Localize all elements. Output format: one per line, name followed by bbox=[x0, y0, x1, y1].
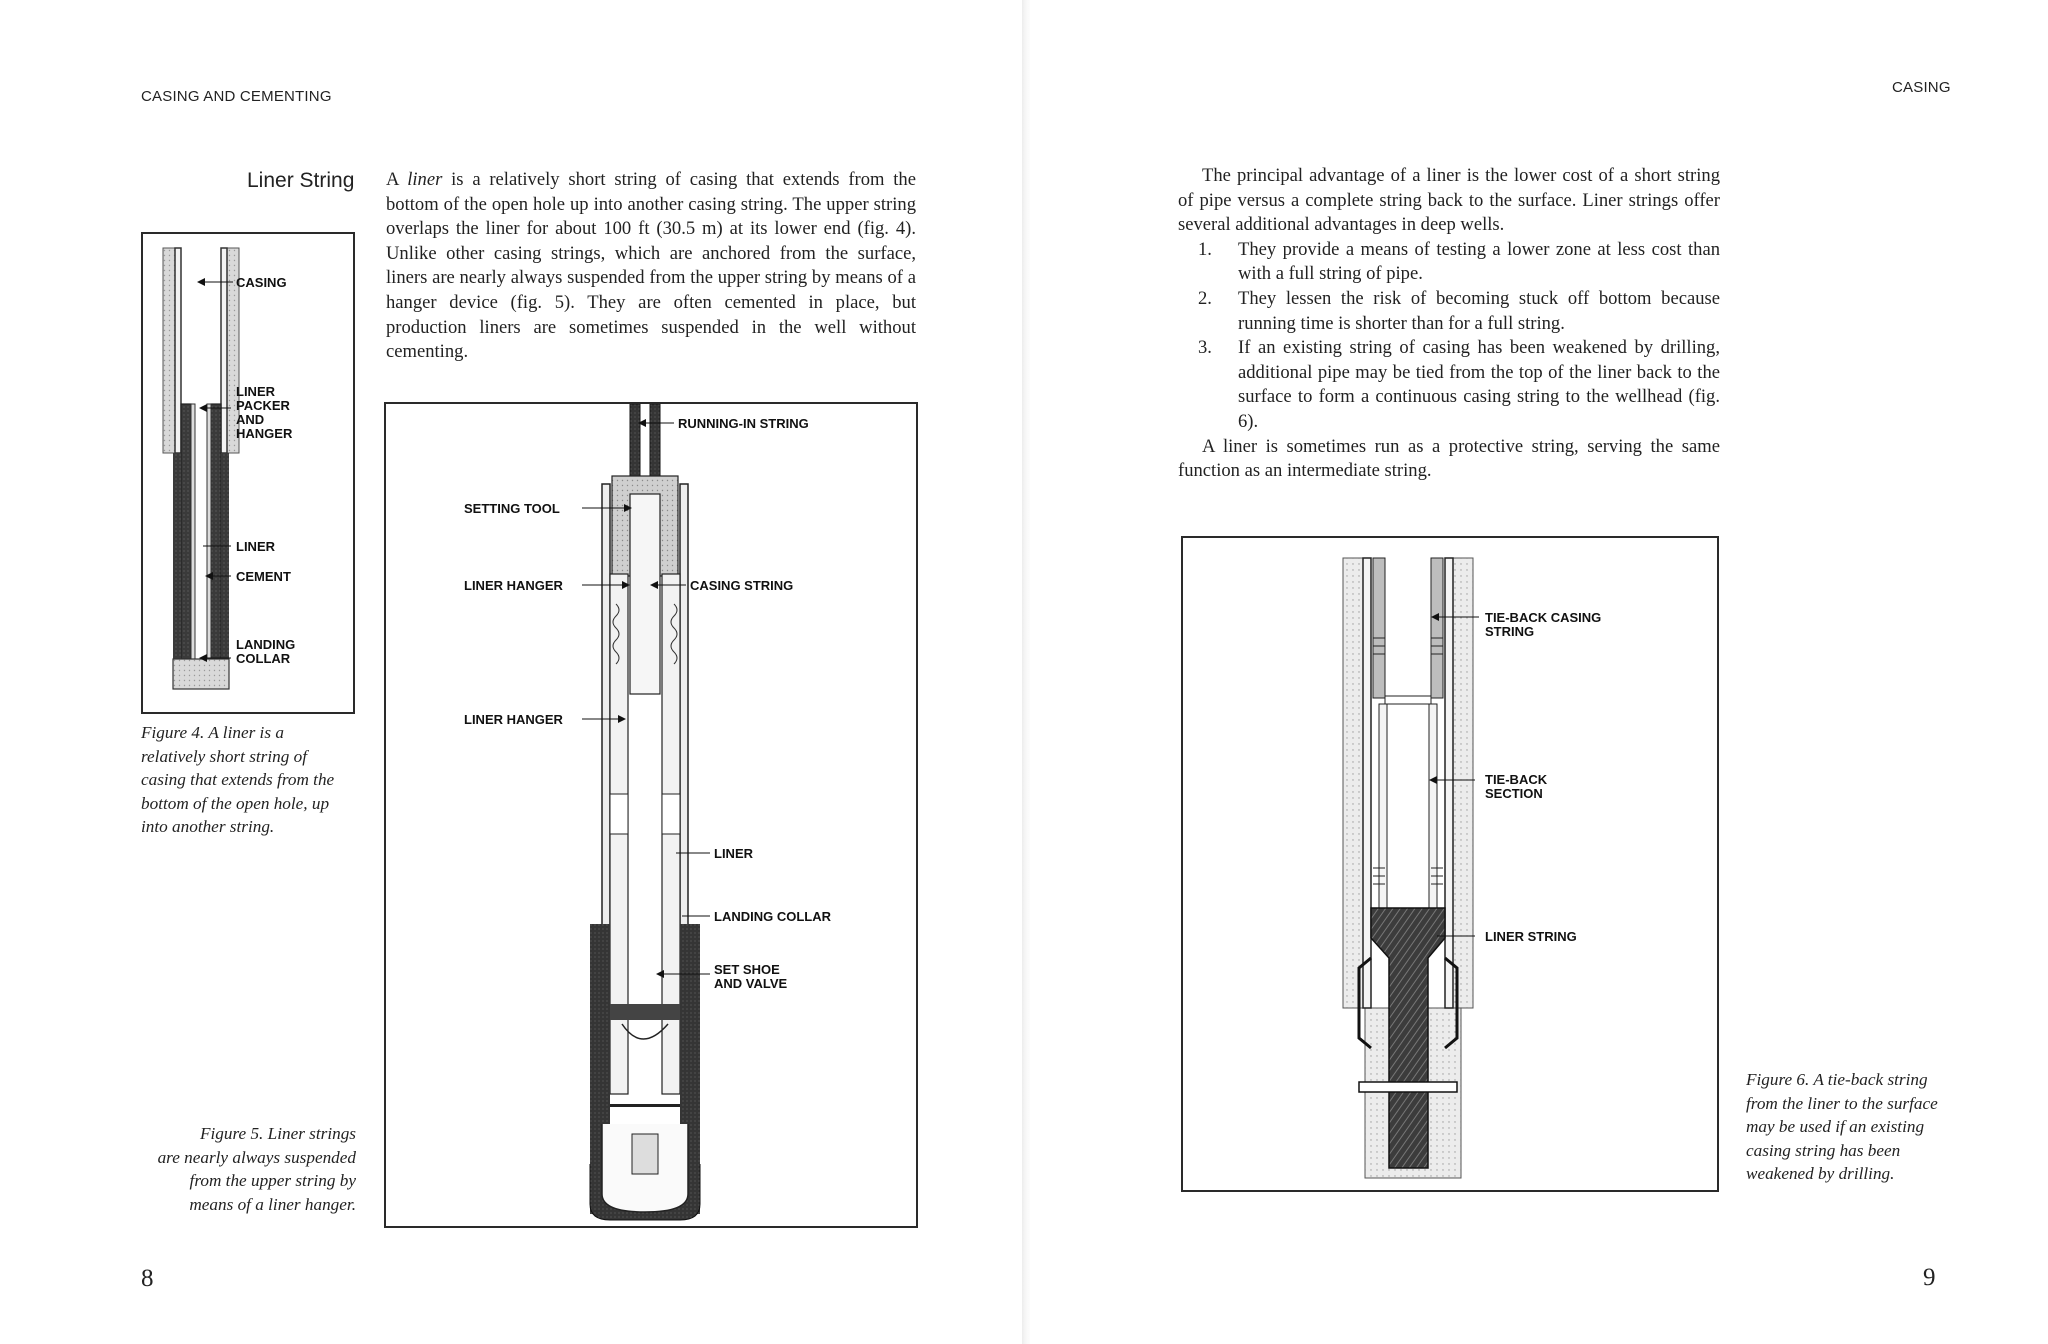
figure-6-caption-line: casing string has been bbox=[1746, 1140, 1901, 1160]
label-setting-tool: SETTING TOOL bbox=[464, 501, 560, 516]
label-liner-packer-3: AND bbox=[236, 412, 265, 427]
list-item bbox=[1178, 238, 1720, 287]
figure-4-caption-line: casing that extends from the bbox=[141, 770, 335, 789]
list-text: They provide a means of testing a lower zone at less cost than with a full string of pipe. bbox=[1238, 238, 1720, 285]
label-tie-back-casing-2: STRING bbox=[1485, 624, 1535, 639]
label-running-in-string: RUNNING-IN STRING bbox=[678, 416, 809, 431]
figure-6-caption bbox=[1746, 1068, 1986, 1186]
intro-paragraph: The principal advantage of a liner is the lower cost of a short string of pipe versus a complete string back to the surface. Liner strings offer several additional advantages in deep wells. bbox=[1178, 165, 1720, 236]
figure-4-caption-line: bottom of the open hole, up bbox=[141, 793, 330, 813]
figure-5-caption-line: Figure 5. Liner strings bbox=[200, 1124, 356, 1143]
figure-4-caption bbox=[141, 721, 361, 839]
list-number: 2. bbox=[1198, 287, 1212, 309]
figure-6-drawing bbox=[1183, 538, 1717, 1190]
label-liner: LINER bbox=[714, 846, 753, 861]
label-landing-collar-2: COLLAR bbox=[236, 651, 291, 666]
running-header: CASING AND CEMENTING bbox=[141, 88, 332, 105]
list-number: 1. bbox=[1198, 238, 1212, 260]
label-tie-back-section-1: TIE-BACK bbox=[1485, 772, 1548, 787]
label-landing-collar-1: LANDING bbox=[236, 637, 296, 652]
figure-4-drawing bbox=[143, 234, 353, 712]
label-liner-packer-1: LINER bbox=[236, 384, 275, 399]
label-set-shoe-2: AND VALVE bbox=[714, 976, 788, 991]
label-liner: LINER bbox=[236, 539, 275, 554]
label-landing-collar: LANDING COLLAR bbox=[714, 909, 831, 924]
figure-5-diagram bbox=[384, 402, 918, 1228]
left-page bbox=[0, 0, 1022, 1344]
advantages-text bbox=[1178, 164, 1720, 484]
closing-paragraph: A liner is sometimes run as a protective string, serving the same function as an intermediate string. bbox=[1178, 435, 1720, 482]
section-title: Liner String bbox=[247, 169, 355, 192]
figure-5-caption-line: are nearly always suspended bbox=[157, 1147, 356, 1167]
label-liner-hanger-upper: LINER HANGER bbox=[464, 578, 563, 593]
list-number: 3. bbox=[1198, 337, 1212, 359]
label-casing: CASING bbox=[236, 275, 287, 290]
label-liner-packer-2: PACKER bbox=[236, 398, 290, 413]
liner-paragraph bbox=[386, 168, 916, 365]
book-gutter bbox=[1022, 0, 1030, 1344]
figure-4-caption-line: relatively short string of bbox=[141, 746, 307, 766]
page-number-right: 9 bbox=[1923, 1264, 1936, 1291]
label-liner-string: LINER STRING bbox=[1485, 929, 1577, 944]
label-liner-packer-4: HANGER bbox=[236, 426, 293, 441]
list-item bbox=[1178, 336, 1720, 434]
right-page bbox=[1030, 0, 2048, 1344]
figure-5-drawing bbox=[386, 404, 916, 1226]
label-tie-back-section-2: SECTION bbox=[1485, 786, 1543, 801]
label-set-shoe-1: SET SHOE bbox=[714, 962, 780, 977]
label-liner-hanger-lower: LINER HANGER bbox=[464, 712, 563, 727]
figure-6-caption-line: from the liner to the surface bbox=[1746, 1093, 1938, 1113]
figure-6-caption-line: Figure 6. A tie-back string bbox=[1746, 1070, 1928, 1089]
list-text: They lessen the risk of becoming stuck off bottom because running time is shorter than for a full string. bbox=[1238, 287, 1720, 334]
figure-5-caption-line: from the upper string by bbox=[189, 1171, 356, 1190]
label-cement: CEMENT bbox=[236, 569, 291, 584]
figure-6-diagram bbox=[1181, 536, 1719, 1192]
figure-5-caption-line: means of a liner hanger. bbox=[189, 1194, 356, 1214]
figure-4-caption-line: into another string. bbox=[141, 817, 275, 836]
liner-paragraph-text: A liner is a relatively short string of casing that extends from the bottom of the open hole up into another casing string. The upper string overlaps the liner for about 100 ft (30.5 m) at its lower end (fig. 4). Unlike other casing strings, which are anchored from the surface, liners are nearly always suspended from the upper string by means of a hanger device (fig. 5). They are often cemented in place, but production liners are sometimes suspended in the well without cementing. bbox=[386, 169, 916, 363]
figure-4-caption-line: Figure 4. A liner is a bbox=[141, 723, 284, 742]
figure-4-diagram bbox=[141, 232, 355, 714]
running-header: CASING bbox=[1892, 79, 1951, 96]
list-text: If an existing string of casing has been weakened by drilling, additional pipe may be tied from the top of the liner back to the surface to form a continuous casing string to the wellhead (fig. 6). bbox=[1238, 337, 1720, 432]
figure-6-caption-line: may be used if an existing bbox=[1746, 1117, 1925, 1136]
list-item bbox=[1178, 287, 1720, 336]
figure-6-caption-line: weakened by drilling. bbox=[1746, 1164, 1895, 1183]
label-casing-string: CASING STRING bbox=[690, 578, 794, 593]
label-tie-back-casing-1: TIE-BACK CASING bbox=[1485, 610, 1602, 625]
page-number-left: 8 bbox=[141, 1265, 154, 1292]
figure-5-caption bbox=[131, 1122, 356, 1216]
